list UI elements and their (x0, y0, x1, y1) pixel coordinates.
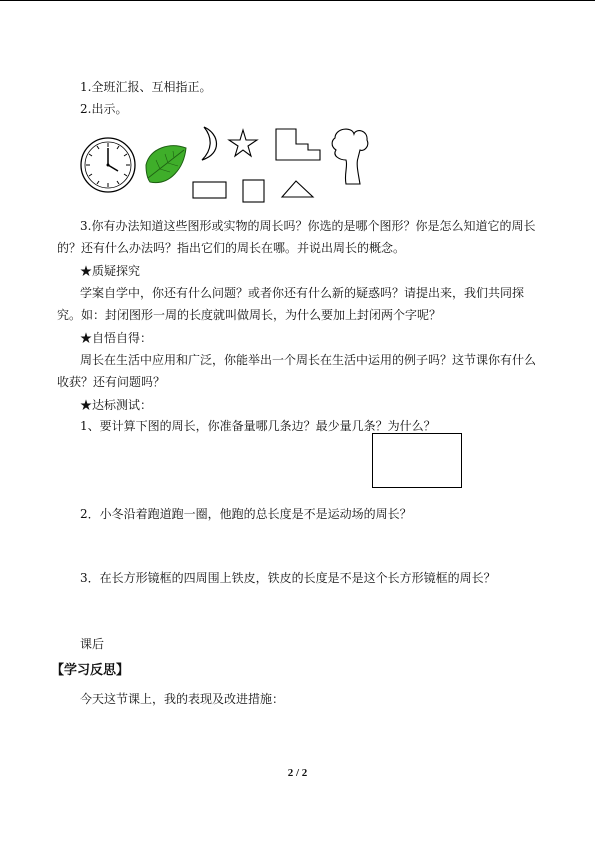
question-1: 1、要计算下图的周长，你准备量哪几条边？最少量几条？为什么？ (80, 419, 436, 433)
star-icon (229, 130, 257, 156)
realize-line-2: 收获？还有问题吗？ (57, 375, 166, 389)
crescent-moon-icon (202, 127, 217, 160)
section-self-realize: ★自悟自得： (80, 331, 153, 345)
section-test: ★达标测试： (80, 398, 153, 412)
clock-icon (81, 138, 135, 192)
leaf-icon (146, 146, 186, 183)
question-3: 3．在长方形镜框的四周围上铁皮，铁皮的长度是不是这个长方形镜框的周长？ (80, 571, 496, 585)
step-3-line-1: 3.你有办法知道这些图形或实物的周长吗？你选的是哪个图形？你是怎么知道它的周长 (80, 219, 536, 233)
question-2: 2．小冬沿着跑道跑一圈，他跑的总长度是不是运动场的周长？ (80, 507, 412, 521)
reflection-heading: 【学习反思】 (51, 663, 130, 678)
step-2: 2.出示。 (80, 102, 128, 116)
section-question-explore: ★质疑探究 (80, 264, 141, 278)
question-1-rectangle (372, 433, 462, 488)
square-icon (243, 180, 264, 202)
step-1: 1.全班汇报、互相指正。 (80, 80, 212, 94)
reflection-line: 今天这节课上，我的表现及改进措施： (80, 692, 285, 706)
shapes-figure (0, 0, 595, 210)
explore-line-2: 究。如：封闭图形一周的长度就叫做周长，为什么要加上封闭两个字呢？ (57, 308, 442, 322)
realize-line-1: 周长在生活中应用和广泛，你能举出一个周长在生活中运用的例子吗？这节课你有什么 (80, 353, 537, 367)
explore-line-1: 学案自学中，你还有什么问题？或者你还有什么新的疑惑吗？请提出来，我们共同探 (80, 286, 525, 300)
step-shape-icon (276, 129, 320, 160)
step-3-line-2: 的？还有什么办法吗？指出它们的周长在哪。并说出周长的概念。 (57, 241, 406, 255)
triangle-icon (282, 181, 313, 197)
after-class-label: 课后 (80, 637, 105, 651)
irregular-shape-icon (332, 129, 368, 184)
rectangle-icon (193, 182, 226, 198)
page-number: 2 / 2 (287, 767, 308, 779)
